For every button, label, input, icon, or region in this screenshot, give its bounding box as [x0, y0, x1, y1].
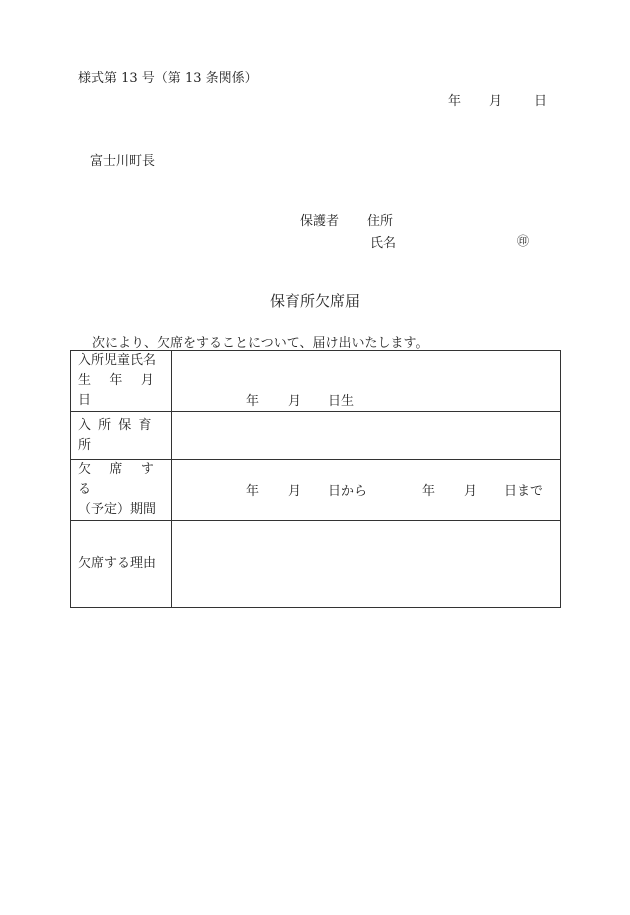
child-row — [71, 351, 561, 412]
date-day-label: 日 — [534, 94, 548, 109]
absence-form-table — [70, 350, 561, 608]
period-label: （予定）期間 — [78, 502, 157, 517]
reason-label: 欠席する理由 — [78, 556, 157, 571]
submission-date — [448, 90, 547, 109]
intro-text: 次により、欠席をすることについて、届け出いたします。 — [92, 336, 429, 351]
birth-day-label: 日生 — [328, 394, 355, 409]
form-number: 様式第 13 号（第 13 条関係） — [78, 71, 258, 86]
period-row — [71, 460, 561, 521]
child-label — [71, 351, 172, 412]
period-value-cell[interactable] — [172, 460, 561, 521]
child-name-label: 入所児童氏名 — [78, 353, 157, 368]
reason-row — [71, 521, 561, 608]
nursery-label: 入所保育所 — [78, 417, 159, 453]
guardian-label: 保護者 — [300, 214, 340, 229]
seal-mark: ㊞ — [517, 234, 530, 248]
from-year-label: 年 — [246, 484, 260, 499]
to-month-label: 月 — [464, 484, 478, 499]
birth-month-label: 月 — [288, 394, 302, 409]
from-day-label: 日から — [328, 484, 368, 499]
to-year-label: 年 — [422, 484, 436, 499]
to-day-label: 日まで — [504, 484, 544, 499]
reason-value-cell[interactable] — [172, 521, 561, 608]
address-label: 住所 — [367, 214, 394, 229]
date-year-label: 年 — [448, 94, 462, 109]
birthdate-label: 生 年 月 日 — [78, 373, 162, 408]
date-month-label: 月 — [489, 94, 503, 109]
period-label-cell — [71, 460, 172, 521]
birth-year-label: 年 — [246, 394, 260, 409]
nursery-label-cell — [71, 412, 172, 460]
reason-label-cell — [71, 521, 172, 608]
absence-label: 欠 席 す る — [78, 462, 162, 497]
nursery-value-cell[interactable] — [172, 412, 561, 460]
name-label: 氏名 — [370, 236, 397, 251]
nursery-row — [71, 412, 561, 460]
child-value-cell[interactable] — [172, 351, 561, 412]
addressee: 富士川町長 — [90, 154, 156, 169]
document-title: 保育所欠席届 — [269, 292, 360, 310]
from-month-label: 月 — [288, 484, 302, 499]
